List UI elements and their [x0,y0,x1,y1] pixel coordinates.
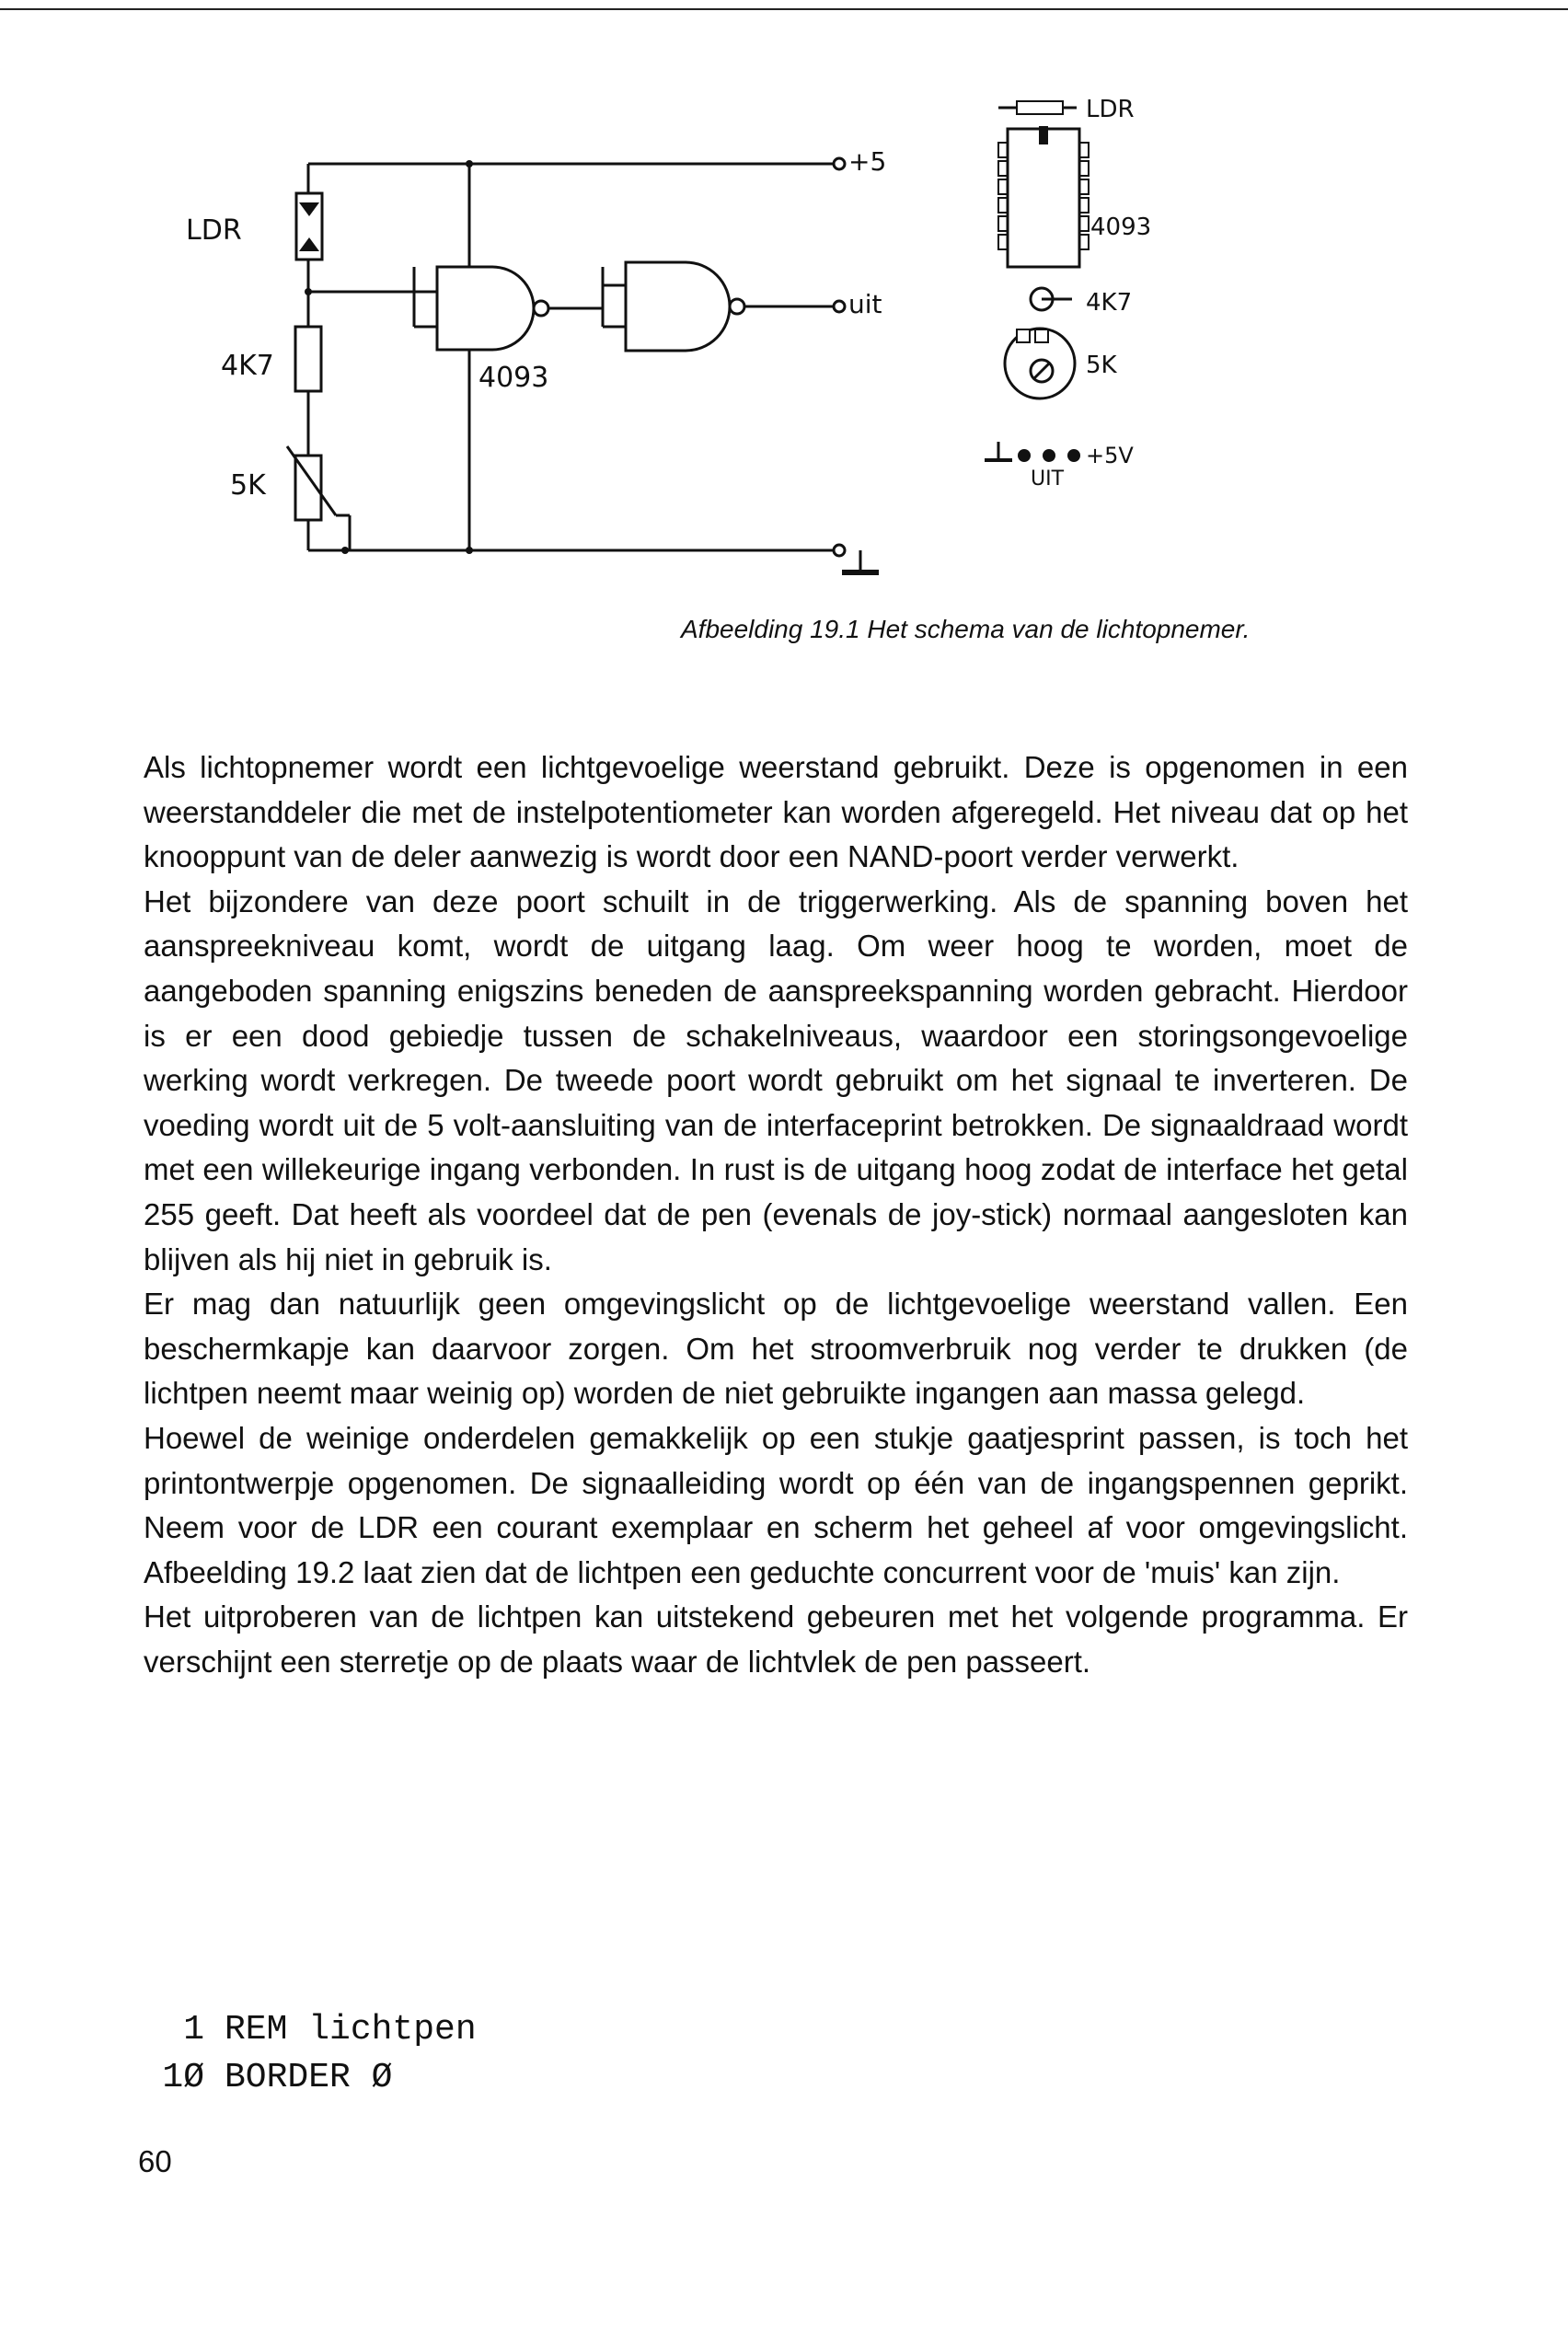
paragraph-5: Het uitproberen van de lichtpen kan uitstekend gebeuren met het volgende programma. Er verschijnt een sterretje op de plaats waar de lichtvlek de pen passeert. [144,1599,1408,1679]
top-rule [0,8,1568,10]
nand-gate-2 [626,262,730,351]
layout-out-label: UIT [1031,468,1065,491]
ldr-label: LDR [186,214,242,247]
r4k7-label: 4K7 [221,350,274,382]
layout-plus5v-label: +5V [1086,443,1134,468]
line-number: 1 [183,2010,204,2050]
figure-caption: Afbeelding 19.1 Het schema van de lichtopnemer. [681,615,1251,643]
code-statement: REM lichtpen [225,2010,477,2050]
code-line [144,2054,1064,2102]
nand-gate-1 [437,267,534,350]
layout-5k-label: 5K [1086,352,1117,379]
paragraph-1: Als lichtopnemer wordt een lichtgevoelige weerstand gebruikt. Deze is opgenomen in een weerstanddeler die met de instelpotentiometer kan worden afgeregeld. Het niveau dat op het knooppunt van de deler aanwezig is wordt door een NAND-poort verder verwerkt. [144,750,1408,874]
plus5-label: +5 [848,146,887,177]
resistor-4k7 [295,327,321,391]
line-number: 1Ø [162,2058,204,2097]
paragraph-3: Er mag dan natuurlijk geen omgevingslicht op de lichtgevoelige weerstand vallen. Een beschermkapje kan daarvoor zorgen. Om het stroomverbruik nog verder te drukken (de lichtpen neemt maar weinig op) worden de niet gebruikte ingangen aan massa gelegd. [144,1287,1408,1411]
paragraph-2: Het bijzondere van deze poort schuilt in de triggerwerking. Als de spanning boven het aanspreekniveau komt, wordt de uitgang laag. Om weer hoog te worden, moet de aangeboden spanning enigszins beneden de aanspreekspanning worden gebracht. Hierdoor is er een dood gebiedje tussen de schakelniveaus, waardoor een storingsongevoelige werking wordt verkregen. De tweede poort wordt gebruikt om het signaal te inverteren. De voeding wordt uit de 5 volt-aansluiting van de interfaceprint betrokken. De signaaldraad wordt met een willekeurige ingang verbonden. In rust is de uitgang hoog zodat de interface het getal 255 geeft. Dat heeft als voordeel dat de pen (evenals de joy-stick) normaal aangesloten kan blijven als hij niet in gebruik is. [144,883,1408,1276]
out-label: uit [848,289,882,319]
paragraph-4: Hoewel de weinige onderdelen gemakkelijk op een stukje gaatjesprint passen, is toch het printontwerpje opgenomen. De signaalleiding wordt op één van de ingangspennen geprikt. Neem voor de LDR een courant exemplaar en scherm het geheel af voor omgevingslicht. Afbeelding 19.2 laat zien dat de lichtpen een geduchte concurrent voor de 'muis' kan zijn. [144,1420,1408,1589]
body-text [144,745,1408,1684]
circuit-schematic-figure [166,78,1307,594]
code-listing [144,2006,1064,2102]
page-number: 60 [138,2144,172,2178]
code-line [144,2006,1064,2054]
pot-5k-label: 5K [230,469,266,502]
code-statement: BORDER Ø [225,2058,393,2097]
layout-ldr-label: LDR [1086,96,1135,123]
layout-ic [1008,129,1079,267]
layout-4k7-label: 4K7 [1086,289,1133,317]
ic-4093-label: 4093 [478,362,549,394]
layout-ic-label: 4093 [1090,214,1152,241]
